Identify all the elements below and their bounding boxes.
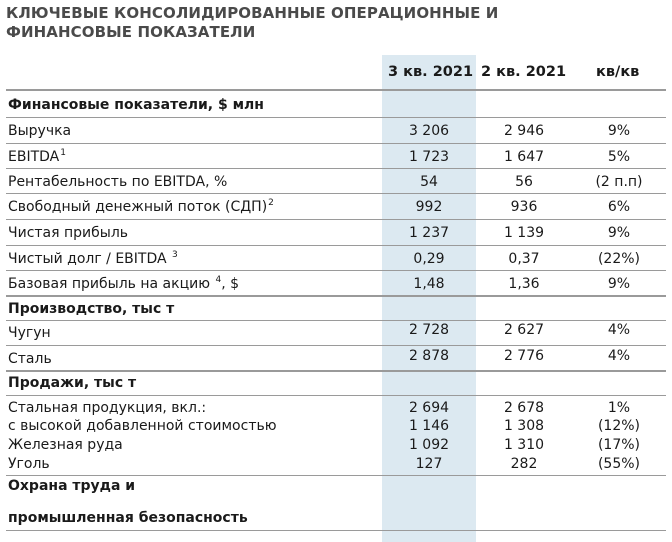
row-divider xyxy=(6,370,666,372)
row-divider xyxy=(6,475,666,476)
cell-qoq: 6% xyxy=(607,199,631,215)
row-label: EBITDA$^1$ xyxy=(8,148,66,165)
section-financial: Финансовые показатели, $ млн xyxy=(8,97,264,113)
cell-q3: 2 878 xyxy=(408,348,450,364)
cell-q2: 936 xyxy=(510,199,538,215)
cell-q3: 2 694 xyxy=(408,400,450,416)
footnote-marker: 3 xyxy=(172,250,178,260)
cell-q2: 282 xyxy=(510,456,538,472)
cell-q3: 127 xyxy=(415,456,443,472)
row-label: Рентабельность по EBITDA, % xyxy=(8,174,228,190)
cell-q2: 1 308 xyxy=(503,418,545,434)
row-label: Чистый долг / EBITDA $^3$ xyxy=(8,250,178,267)
footnote-marker: 1 xyxy=(60,148,66,158)
cell-qoq: 4% xyxy=(607,322,631,338)
cell-q3: 0,29 xyxy=(413,251,445,267)
header-rule xyxy=(6,89,666,91)
cell-qoq: 5% xyxy=(607,149,631,165)
cell-qoq: 1% xyxy=(607,400,631,416)
cell-q3: 1 723 xyxy=(408,149,450,165)
footnote-marker: 4 xyxy=(215,275,222,285)
row-label: Сталь xyxy=(8,351,52,367)
row-divider xyxy=(6,117,666,118)
row-label: Базовая прибыль на акцию $^4$, $ xyxy=(8,275,239,292)
title-line-1: КЛЮЧЕВЫЕ КОНСОЛИДИРОВАННЫЕ ОПЕРАЦИОННЫЕ И xyxy=(6,4,499,22)
cell-qoq: 4% xyxy=(607,348,631,364)
cell-qoq: 9% xyxy=(607,123,631,139)
cell-qoq: (55%) xyxy=(597,456,641,472)
row-divider xyxy=(6,270,666,271)
row-divider xyxy=(6,219,666,220)
cell-qoq: (17%) xyxy=(597,437,641,453)
cell-q2: 1 139 xyxy=(503,225,545,241)
cell-q2: 2 678 xyxy=(503,400,545,416)
row-divider xyxy=(6,345,666,346)
title-line-2: ФИНАНСОВЫЕ ПОКАЗАТЕЛИ xyxy=(6,23,256,41)
column-header-q2-2021: 2 кв. 2021 xyxy=(481,64,567,80)
section-production: Производство, тыс т xyxy=(8,301,175,317)
row-label: с высокой добавленной стоимостью xyxy=(8,418,277,434)
column-header-qoq: кв/кв xyxy=(596,64,640,80)
row-divider xyxy=(6,168,666,169)
row-label: Железная руда xyxy=(8,437,123,453)
cell-q3: 3 206 xyxy=(408,123,450,139)
footnote-marker: 2 xyxy=(268,198,274,208)
row-divider xyxy=(6,245,666,246)
cell-q3: 1,48 xyxy=(413,276,445,292)
row-label: Чистая прибыль xyxy=(8,225,129,241)
cell-q2: 2 776 xyxy=(503,348,545,364)
cell-qoq: (2 п.п) xyxy=(595,174,643,190)
row-divider xyxy=(6,395,666,396)
cell-q3: 1 237 xyxy=(408,225,450,241)
row-label: Уголь xyxy=(8,456,50,472)
row-label: Стальная продукция, вкл.: xyxy=(8,400,207,416)
cell-q2: 56 xyxy=(515,174,533,190)
table-title xyxy=(6,4,666,42)
row-divider xyxy=(6,295,666,297)
cell-q2: 2 627 xyxy=(503,322,545,338)
cell-qoq: (22%) xyxy=(597,251,641,267)
cell-q2: 2 946 xyxy=(503,123,545,139)
row-label: Свободный денежный поток (СДП)$^2$ xyxy=(8,198,274,215)
cell-q3: 992 xyxy=(415,199,443,215)
row-divider xyxy=(6,193,666,194)
row-label: Выручка xyxy=(8,123,72,139)
column-header-q3-2021: 3 кв. 2021 xyxy=(388,64,474,80)
cell-qoq: 9% xyxy=(607,276,631,292)
section-sales: Продажи, тыс т xyxy=(8,375,137,391)
cell-q2: 0,37 xyxy=(508,251,540,267)
cell-q3: 54 xyxy=(420,174,438,190)
cell-q3: 1 146 xyxy=(408,418,450,434)
cell-qoq: 9% xyxy=(607,225,631,241)
row-divider xyxy=(6,143,666,144)
row-label: Чугун xyxy=(8,325,51,341)
cell-q3: 2 728 xyxy=(408,322,450,338)
section-safety-line-2: промышленная безопасность xyxy=(8,510,248,526)
cell-q2: 1 310 xyxy=(503,437,545,453)
row-divider xyxy=(6,530,666,531)
section-safety-line-1: Охрана труда и xyxy=(8,478,136,494)
cell-qoq: (12%) xyxy=(597,418,641,434)
cell-q3: 1 092 xyxy=(408,437,450,453)
cell-q2: 1,36 xyxy=(508,276,540,292)
cell-q2: 1 647 xyxy=(503,149,545,165)
